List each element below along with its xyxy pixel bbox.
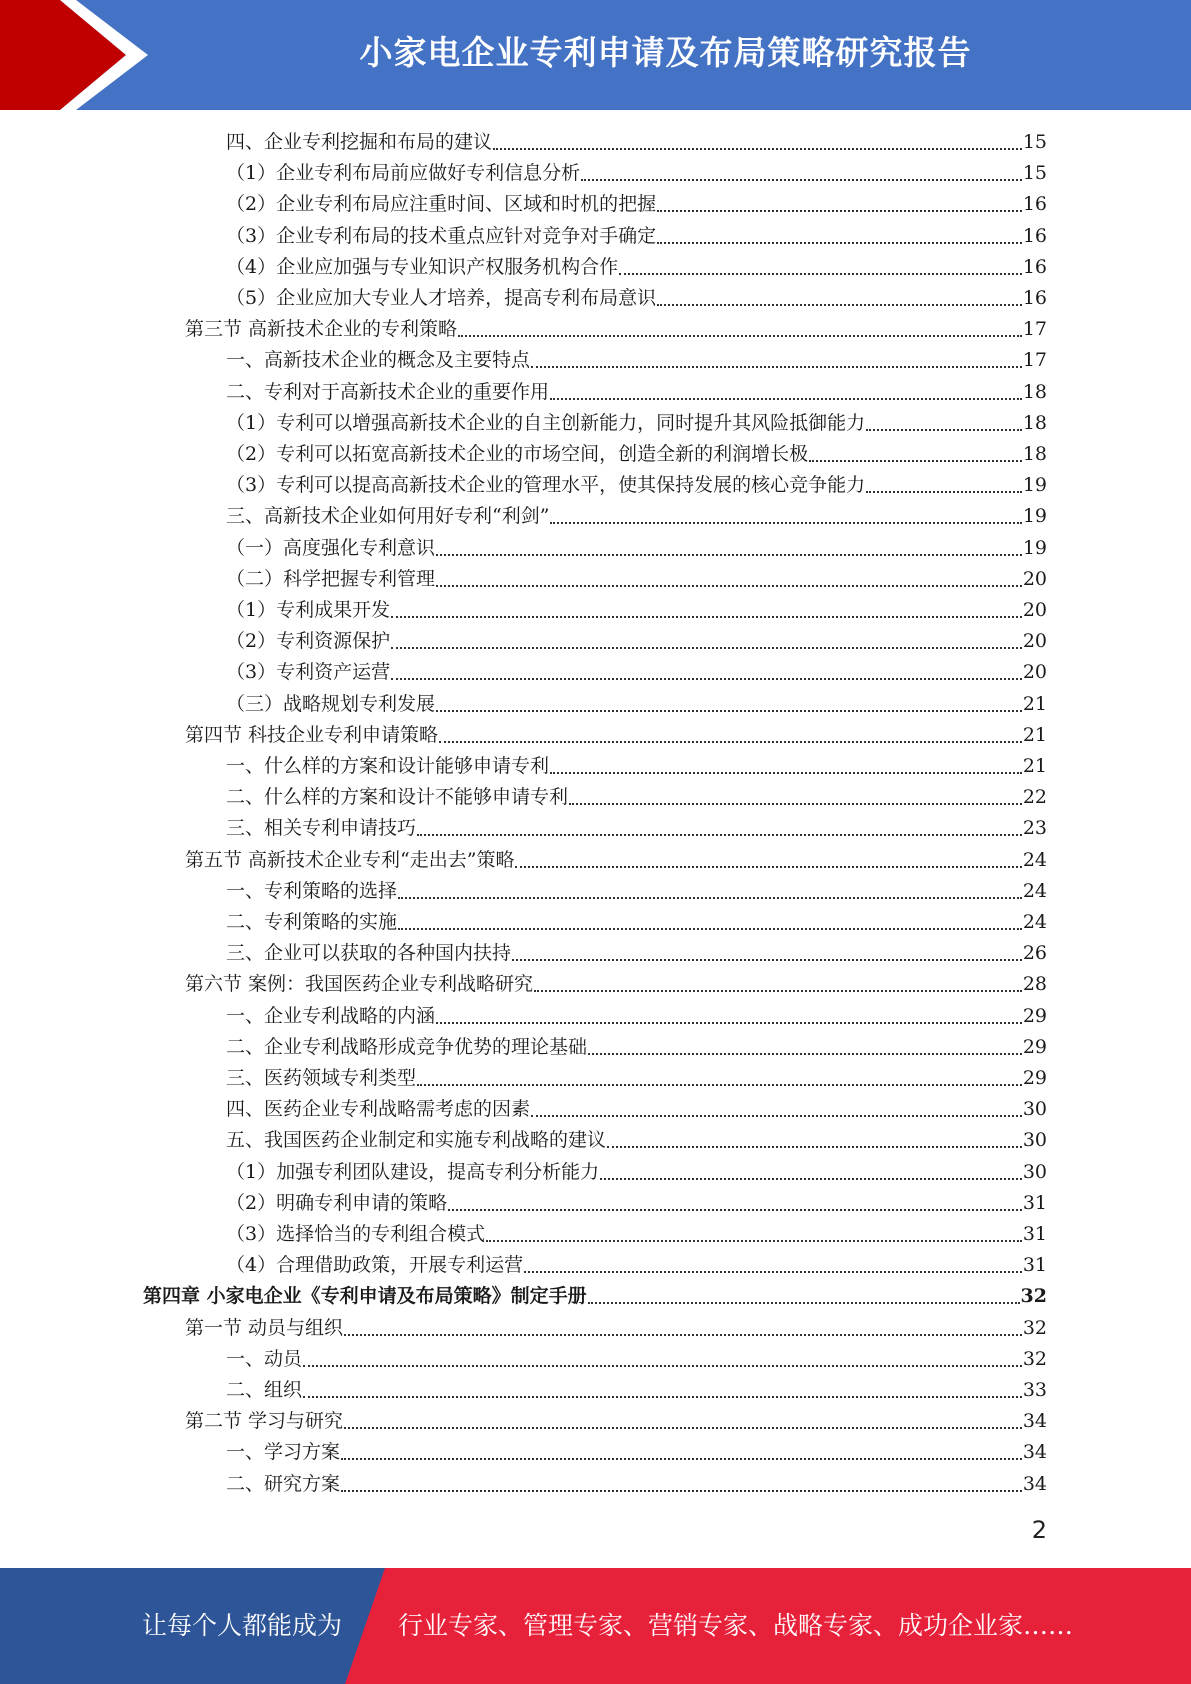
toc-entry-title: （3）选择恰当的专利组合模式 — [226, 1223, 486, 1245]
toc-entry-title: （2）明确专利申请的策略 — [226, 1191, 448, 1214]
toc-dot-leader — [550, 397, 1022, 400]
toc-entry-title: 四、企业专利挖掘和布局的建议 — [226, 131, 493, 153]
toc-entry-title: （2）企业专利布局应注重时间、区域和时机的把握 — [226, 193, 657, 216]
toc-entry[interactable] — [226, 345, 1047, 376]
toc-dot-leader — [341, 1489, 1022, 1492]
toc-entry-page: 32 — [1022, 1316, 1047, 1339]
toc-entry-title: 第二节 学习与研究 — [185, 1410, 344, 1433]
toc-dot-leader — [607, 1145, 1022, 1148]
toc-entry[interactable] — [226, 1469, 1047, 1500]
toc-entry-title: （4）合理借助政策，开展专利运营 — [226, 1254, 524, 1277]
toc-dot-leader — [436, 584, 1022, 587]
toc-entry-page: 30 — [1022, 1098, 1047, 1121]
toc-entry[interactable] — [226, 221, 1047, 252]
toc-entry[interactable] — [226, 1437, 1047, 1468]
toc-entry[interactable] — [226, 283, 1047, 314]
toc-dot-leader — [439, 740, 1022, 743]
toc-entry-title: 一、动员 — [226, 1347, 303, 1370]
toc-entry[interactable] — [226, 751, 1047, 782]
toc-dot-leader — [398, 927, 1022, 930]
toc-entry[interactable] — [226, 1125, 1047, 1156]
toc-entry-page: 20 — [1022, 661, 1047, 684]
toc-entry-page: 24 — [1022, 879, 1047, 902]
toc-entry[interactable] — [226, 1219, 1047, 1250]
toc-entry-title: （3）专利可以提高高新技术企业的管理水平，使其保持发展的核心竞争能力 — [226, 474, 866, 497]
toc-entry[interactable] — [226, 377, 1047, 408]
toc-dot-leader — [531, 365, 1022, 368]
toc-entry[interactable] — [185, 314, 1047, 345]
toc-dot-leader — [531, 1114, 1022, 1117]
toc-entry-page: 21 — [1022, 723, 1047, 746]
toc-entry-title: 二、组织 — [226, 1379, 303, 1401]
document-title: 小家电企业专利申请及布局策略研究报告 — [359, 33, 972, 72]
toc-entry-page: 20 — [1022, 567, 1047, 590]
toc-entry-title: 第四章 小家电企业《专利申请及布局策略》制定手册 — [143, 1285, 587, 1308]
toc-entry[interactable] — [226, 533, 1047, 564]
toc-entry-page: 16 — [1022, 193, 1047, 216]
toc-dot-leader — [398, 896, 1022, 899]
toc-entry-page: 34 — [1022, 1410, 1047, 1433]
toc-entry-title: 一、企业专利战略的内涵 — [226, 1004, 436, 1027]
toc-dot-leader — [458, 334, 1022, 337]
toc-entry-title: （二）科学把握专利管理 — [226, 567, 436, 590]
toc-entry-page: 16 — [1022, 255, 1047, 278]
toc-dot-leader — [657, 209, 1022, 212]
toc-entry[interactable] — [226, 876, 1047, 907]
toc-entry-page: 33 — [1022, 1379, 1047, 1401]
toc-entry[interactable] — [226, 439, 1047, 470]
toc-entry-title: （3）企业专利布局的技术重点应针对竞争对手确定 — [226, 224, 657, 247]
toc-dot-leader — [391, 646, 1022, 649]
toc-entry-title: 一、专利策略的选择 — [226, 879, 398, 902]
toc-entry-page: 18 — [1022, 380, 1047, 403]
toc-dot-leader — [436, 1021, 1022, 1024]
toc-entry[interactable] — [226, 158, 1047, 189]
toc-entry[interactable] — [226, 938, 1047, 969]
toc-entry-title: （3）专利资产运营 — [226, 661, 391, 684]
toc-dot-leader — [512, 958, 1022, 961]
toc-entry[interactable] — [185, 845, 1047, 876]
toc-entry-title: 二、专利对于高新技术企业的重要作用 — [226, 380, 550, 403]
toc-entry-title: 第五节 高新技术企业专利“走出去”策略 — [185, 848, 515, 871]
toc-entry-title: 三、医药领域专利类型 — [226, 1067, 417, 1089]
toc-entry-page: 34 — [1022, 1472, 1047, 1495]
toc-dot-leader — [391, 677, 1022, 680]
toc-entry-title: 四、医药企业专利战略需考虑的因素 — [226, 1098, 531, 1121]
toc-entry-title: 三、高新技术企业如何用好专利“利剑” — [226, 505, 550, 528]
toc-dot-leader — [866, 490, 1022, 493]
toc-entry-page: 18 — [1022, 411, 1047, 434]
toc-entry-page: 19 — [1022, 474, 1047, 497]
toc-entry-page: 28 — [1022, 973, 1047, 996]
toc-entry-page: 18 — [1022, 443, 1047, 465]
toc-entry-page: 15 — [1022, 162, 1047, 185]
toc-dot-leader — [486, 1239, 1022, 1242]
toc-dot-leader — [436, 709, 1022, 712]
toc-dot-leader — [303, 1364, 1022, 1367]
toc-entry[interactable] — [185, 720, 1047, 751]
toc-entry[interactable] — [226, 782, 1047, 813]
toc-dot-leader — [417, 1083, 1022, 1086]
toc-dot-leader — [448, 1208, 1022, 1211]
toc-dot-leader — [436, 553, 1022, 556]
toc-entry[interactable] — [226, 1032, 1047, 1063]
toc-entry-page: 20 — [1022, 599, 1047, 621]
toc-entry-title: 三、企业可以获取的各种国内扶持 — [226, 942, 512, 965]
toc-entry-page: 24 — [1022, 848, 1047, 871]
toc-entry-page: 30 — [1022, 1129, 1047, 1152]
toc-dot-leader — [809, 459, 1022, 462]
toc-entry-page: 30 — [1022, 1160, 1047, 1183]
toc-dot-leader — [550, 521, 1021, 524]
toc-entry-page: 22 — [1022, 786, 1047, 809]
toc-entry[interactable] — [226, 1157, 1047, 1188]
toc-entry-title: （4）企业应加强与专业知识产权服务机构合作 — [226, 255, 619, 278]
toc-entry[interactable] — [185, 969, 1047, 1000]
toc-entry-title: （2）专利资源保护 — [226, 630, 391, 653]
toc-entry[interactable] — [226, 657, 1047, 688]
toc-entry-title: 二、专利策略的实施 — [226, 911, 398, 933]
toc-entry-title: （1）专利成果开发 — [226, 599, 391, 621]
toc-entry-page: 23 — [1022, 817, 1047, 840]
toc-dot-leader — [303, 1395, 1022, 1398]
toc-entry-page: 20 — [1022, 630, 1047, 653]
toc-entry[interactable] — [226, 1188, 1047, 1219]
toc-entry[interactable] — [226, 1250, 1047, 1281]
toc-entry-page: 19 — [1022, 536, 1047, 559]
toc-entry[interactable] — [226, 564, 1047, 595]
toc-dot-leader — [524, 1270, 1022, 1273]
toc-dot-leader — [417, 833, 1022, 836]
toc-entry-title: 一、学习方案 — [226, 1441, 341, 1464]
toc-entry-page: 15 — [1022, 131, 1047, 153]
toc-entry-page: 31 — [1022, 1223, 1047, 1245]
toc-entry-page: 16 — [1022, 224, 1047, 247]
toc-entry-title: （5）企业应加大专业人才培养，提高专利布局意识 — [226, 287, 657, 309]
toc-entry-title: 第一节 动员与组织 — [185, 1316, 344, 1339]
toc-entry-page: 26 — [1022, 942, 1047, 965]
toc-entry[interactable] — [226, 626, 1047, 657]
toc-entry-title: （1）企业专利布局前应做好专利信息分析 — [226, 162, 581, 185]
toc-entry[interactable] — [143, 1281, 1047, 1312]
toc-entry[interactable] — [185, 1406, 1047, 1437]
toc-entry-page: 29 — [1022, 1067, 1047, 1089]
toc-entry-page: 32 — [1020, 1285, 1047, 1308]
toc-dot-leader — [344, 1333, 1022, 1336]
toc-entry[interactable] — [226, 813, 1047, 844]
toc-entry[interactable] — [226, 189, 1047, 220]
toc-entry-page: 31 — [1022, 1191, 1047, 1214]
toc-entry-title: （1）专利可以增强高新技术企业的自主创新能力，同时提升其风险抵御能力 — [226, 411, 866, 434]
toc-entry-title: （1）加强专利团队建设，提高专利分析能力 — [226, 1160, 600, 1183]
toc-entry-page: 31 — [1022, 1254, 1047, 1277]
page-number: 2 — [1031, 1516, 1047, 1544]
toc-dot-leader — [581, 178, 1022, 181]
toc-entry-page: 21 — [1022, 755, 1047, 777]
toc-dot-leader — [569, 802, 1022, 805]
toc-entry-title: 三、相关专利申请技巧 — [226, 817, 417, 840]
toc-entry-title: （2）专利可以拓宽高新技术企业的市场空间，创造全新的利润增长极 — [226, 443, 809, 465]
toc-entry-title: 第六节 案例：我国医药企业专利战略研究 — [185, 973, 534, 996]
toc-entry-title: （一）高度强化专利意识 — [226, 536, 436, 559]
toc-entry-page: 16 — [1022, 287, 1047, 309]
toc-entry[interactable] — [226, 408, 1047, 439]
toc-dot-leader — [657, 303, 1022, 306]
toc-entry[interactable] — [226, 501, 1047, 532]
toc-dot-leader — [341, 1457, 1022, 1460]
toc-dot-leader — [493, 147, 1022, 150]
toc-entry[interactable] — [226, 1063, 1047, 1094]
toc-entry-title: 一、高新技术企业的概念及主要特点 — [226, 349, 531, 372]
toc-entry-title: 五、我国医药企业制定和实施专利战略的建议 — [226, 1129, 607, 1152]
toc-dot-leader — [534, 989, 1022, 992]
toc-entry-title: 二、研究方案 — [226, 1472, 341, 1495]
toc-dot-leader — [344, 1426, 1022, 1429]
toc-entry[interactable] — [226, 907, 1047, 938]
toc-dot-leader — [657, 241, 1022, 244]
toc-entry-page: 17 — [1022, 349, 1047, 372]
toc-entry[interactable] — [226, 127, 1047, 158]
toc-dot-leader — [588, 1052, 1022, 1055]
toc-entry[interactable] — [226, 689, 1047, 720]
toc-entry-title: 第三节 高新技术企业的专利策略 — [185, 318, 458, 341]
page-header — [0, 0, 1191, 110]
toc-entry-title: 二、什么样的方案和设计不能够申请专利 — [226, 786, 569, 809]
footer-slogan-left: 让每个人都能成为 — [142, 1611, 343, 1640]
toc-entry-title: 二、企业专利战略形成竞争优势的理论基础 — [226, 1035, 588, 1058]
toc-entry-title: 一、什么样的方案和设计能够申请专利 — [226, 755, 550, 777]
toc-entry-title: （三）战略规划专利发展 — [226, 692, 436, 715]
toc-entry-page: 17 — [1022, 318, 1047, 341]
toc-entry-page: 29 — [1022, 1035, 1047, 1058]
toc-entry[interactable] — [185, 1313, 1047, 1344]
toc-entry[interactable] — [226, 1094, 1047, 1125]
toc-entry-page: 21 — [1022, 692, 1047, 715]
toc-dot-leader — [550, 771, 1022, 774]
toc-entry-page: 24 — [1022, 911, 1047, 933]
toc-entry-title: 第四节 科技企业专利申请策略 — [185, 723, 439, 746]
toc-entry-page: 34 — [1022, 1441, 1047, 1464]
toc-entry[interactable] — [226, 252, 1047, 283]
toc-entry-page: 19 — [1022, 505, 1047, 528]
toc-entry[interactable] — [226, 1344, 1047, 1375]
toc-dot-leader — [866, 428, 1022, 431]
toc-dot-leader — [600, 1177, 1022, 1180]
toc-entry[interactable] — [226, 470, 1047, 501]
toc-dot-leader — [588, 1301, 1020, 1304]
page-footer — [0, 1568, 1191, 1684]
toc-entry-page: 29 — [1022, 1004, 1047, 1027]
footer-slogan-right: 行业专家、管理专家、营销专家、战略专家、成功企业家…… — [398, 1611, 1074, 1640]
toc-dot-leader — [515, 865, 1021, 868]
toc-dot-leader — [619, 272, 1022, 275]
toc-entry-page: 32 — [1022, 1347, 1047, 1370]
toc-dot-leader — [391, 615, 1022, 618]
toc-entry[interactable] — [226, 1001, 1047, 1032]
toc-entry[interactable] — [226, 595, 1047, 626]
toc-entry[interactable] — [226, 1375, 1047, 1406]
